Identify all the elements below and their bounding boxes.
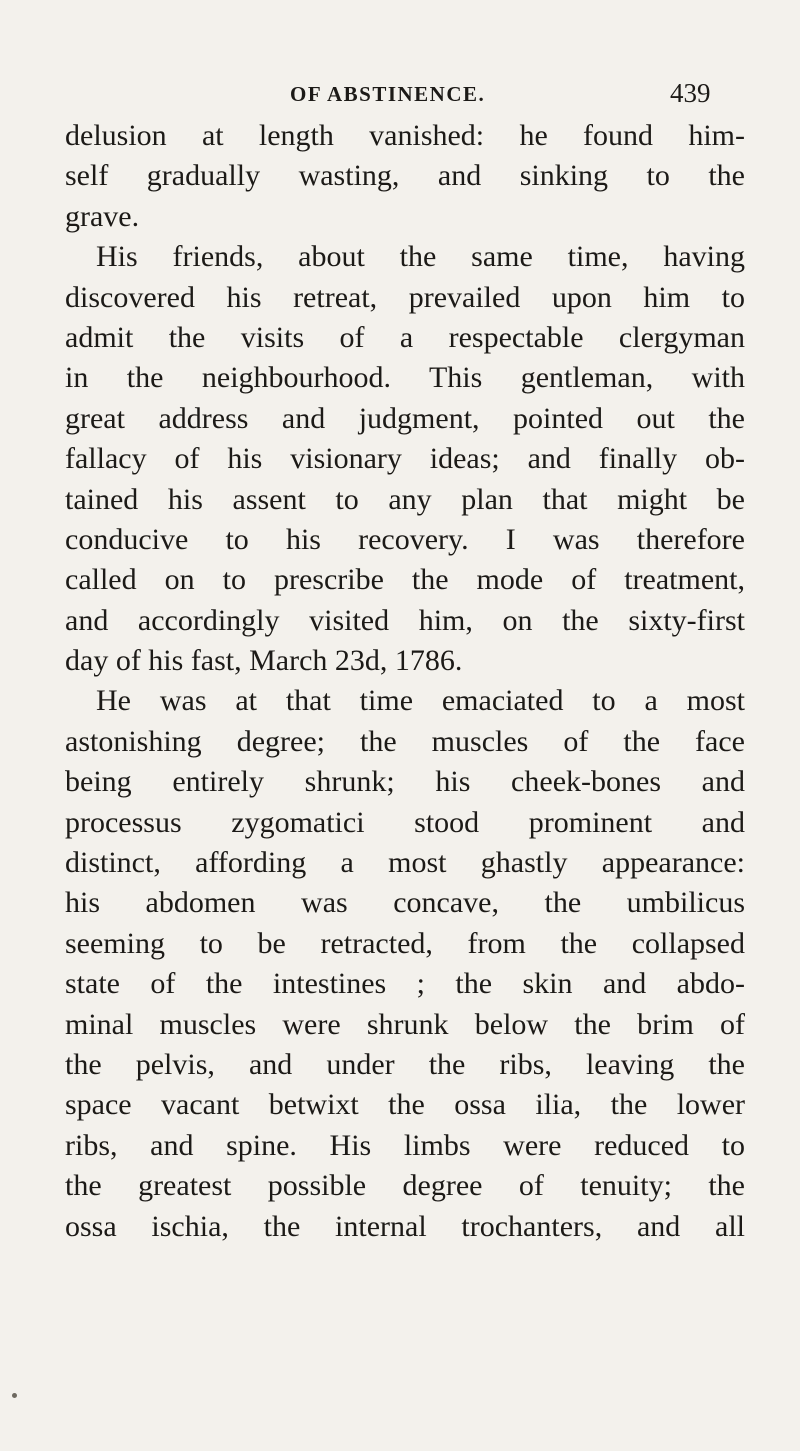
text-line: self gradually wasting, and sinking to the [65,159,745,193]
text-line: ossa ischia, the internal trochanters, and all [65,1209,745,1243]
text-line: state of the intestines ; the skin and abdo- [65,967,745,1001]
text-line: being entirely shrunk; his cheek-bones and [65,765,745,799]
text-line: discovered his retreat, prevailed upon him to [65,280,745,314]
text-line: delusion at length vanished: he found him- [65,119,745,152]
text-line: the pelvis, and under the ribs, leaving the [65,1047,745,1081]
text-line: fallacy of his visionary ideas; and finally ob- [65,442,745,476]
text-line: space vacant betwixt the ossa ilia, the lower [65,1088,745,1122]
text-line: seeming to be retracted, from the collapsed [65,926,745,960]
text-line: He was at that time emaciated to a most [96,684,745,718]
running-head [0,78,800,118]
text-line: great address and judgment, pointed out the [65,401,745,435]
text-line: admit the visits of a respectable clergyman [65,320,745,354]
text-line: grave. [65,199,140,233]
body-text [65,116,745,1247]
text-line: his abdomen was concave, the umbilicus [65,886,745,920]
text-line: ribs, and spine. His limbs were reduced to [65,1128,745,1162]
text-line: distinct, affording a most ghastly appearance: [65,846,745,880]
text-line: minal muscles were shrunk below the brim of [65,1007,745,1041]
text-line: in the neighbourhood. This gentleman, with [65,361,745,395]
text-line: called on to prescribe the mode of treatment, [65,563,745,597]
text-line: astonishing degree; the muscles of the face [65,724,745,758]
text-line: day of his fast, March 23d, 1786. [65,644,463,678]
running-title: OF ABSTINENCE. [290,82,486,106]
text-line: conducive to his recovery. I was therefore [65,522,745,556]
page-number: 439 [670,78,711,108]
text-line: processus zygomatici stood prominent and [65,805,745,839]
text-line: and accordingly visited him, on the sixty-first [65,603,745,637]
paper-speck [12,1393,17,1398]
text-line: His friends, about the same time, having [96,240,745,274]
text-line: the greatest possible degree of tenuity; the [65,1169,745,1203]
text-line: tained his assent to any plan that might be [65,482,745,516]
